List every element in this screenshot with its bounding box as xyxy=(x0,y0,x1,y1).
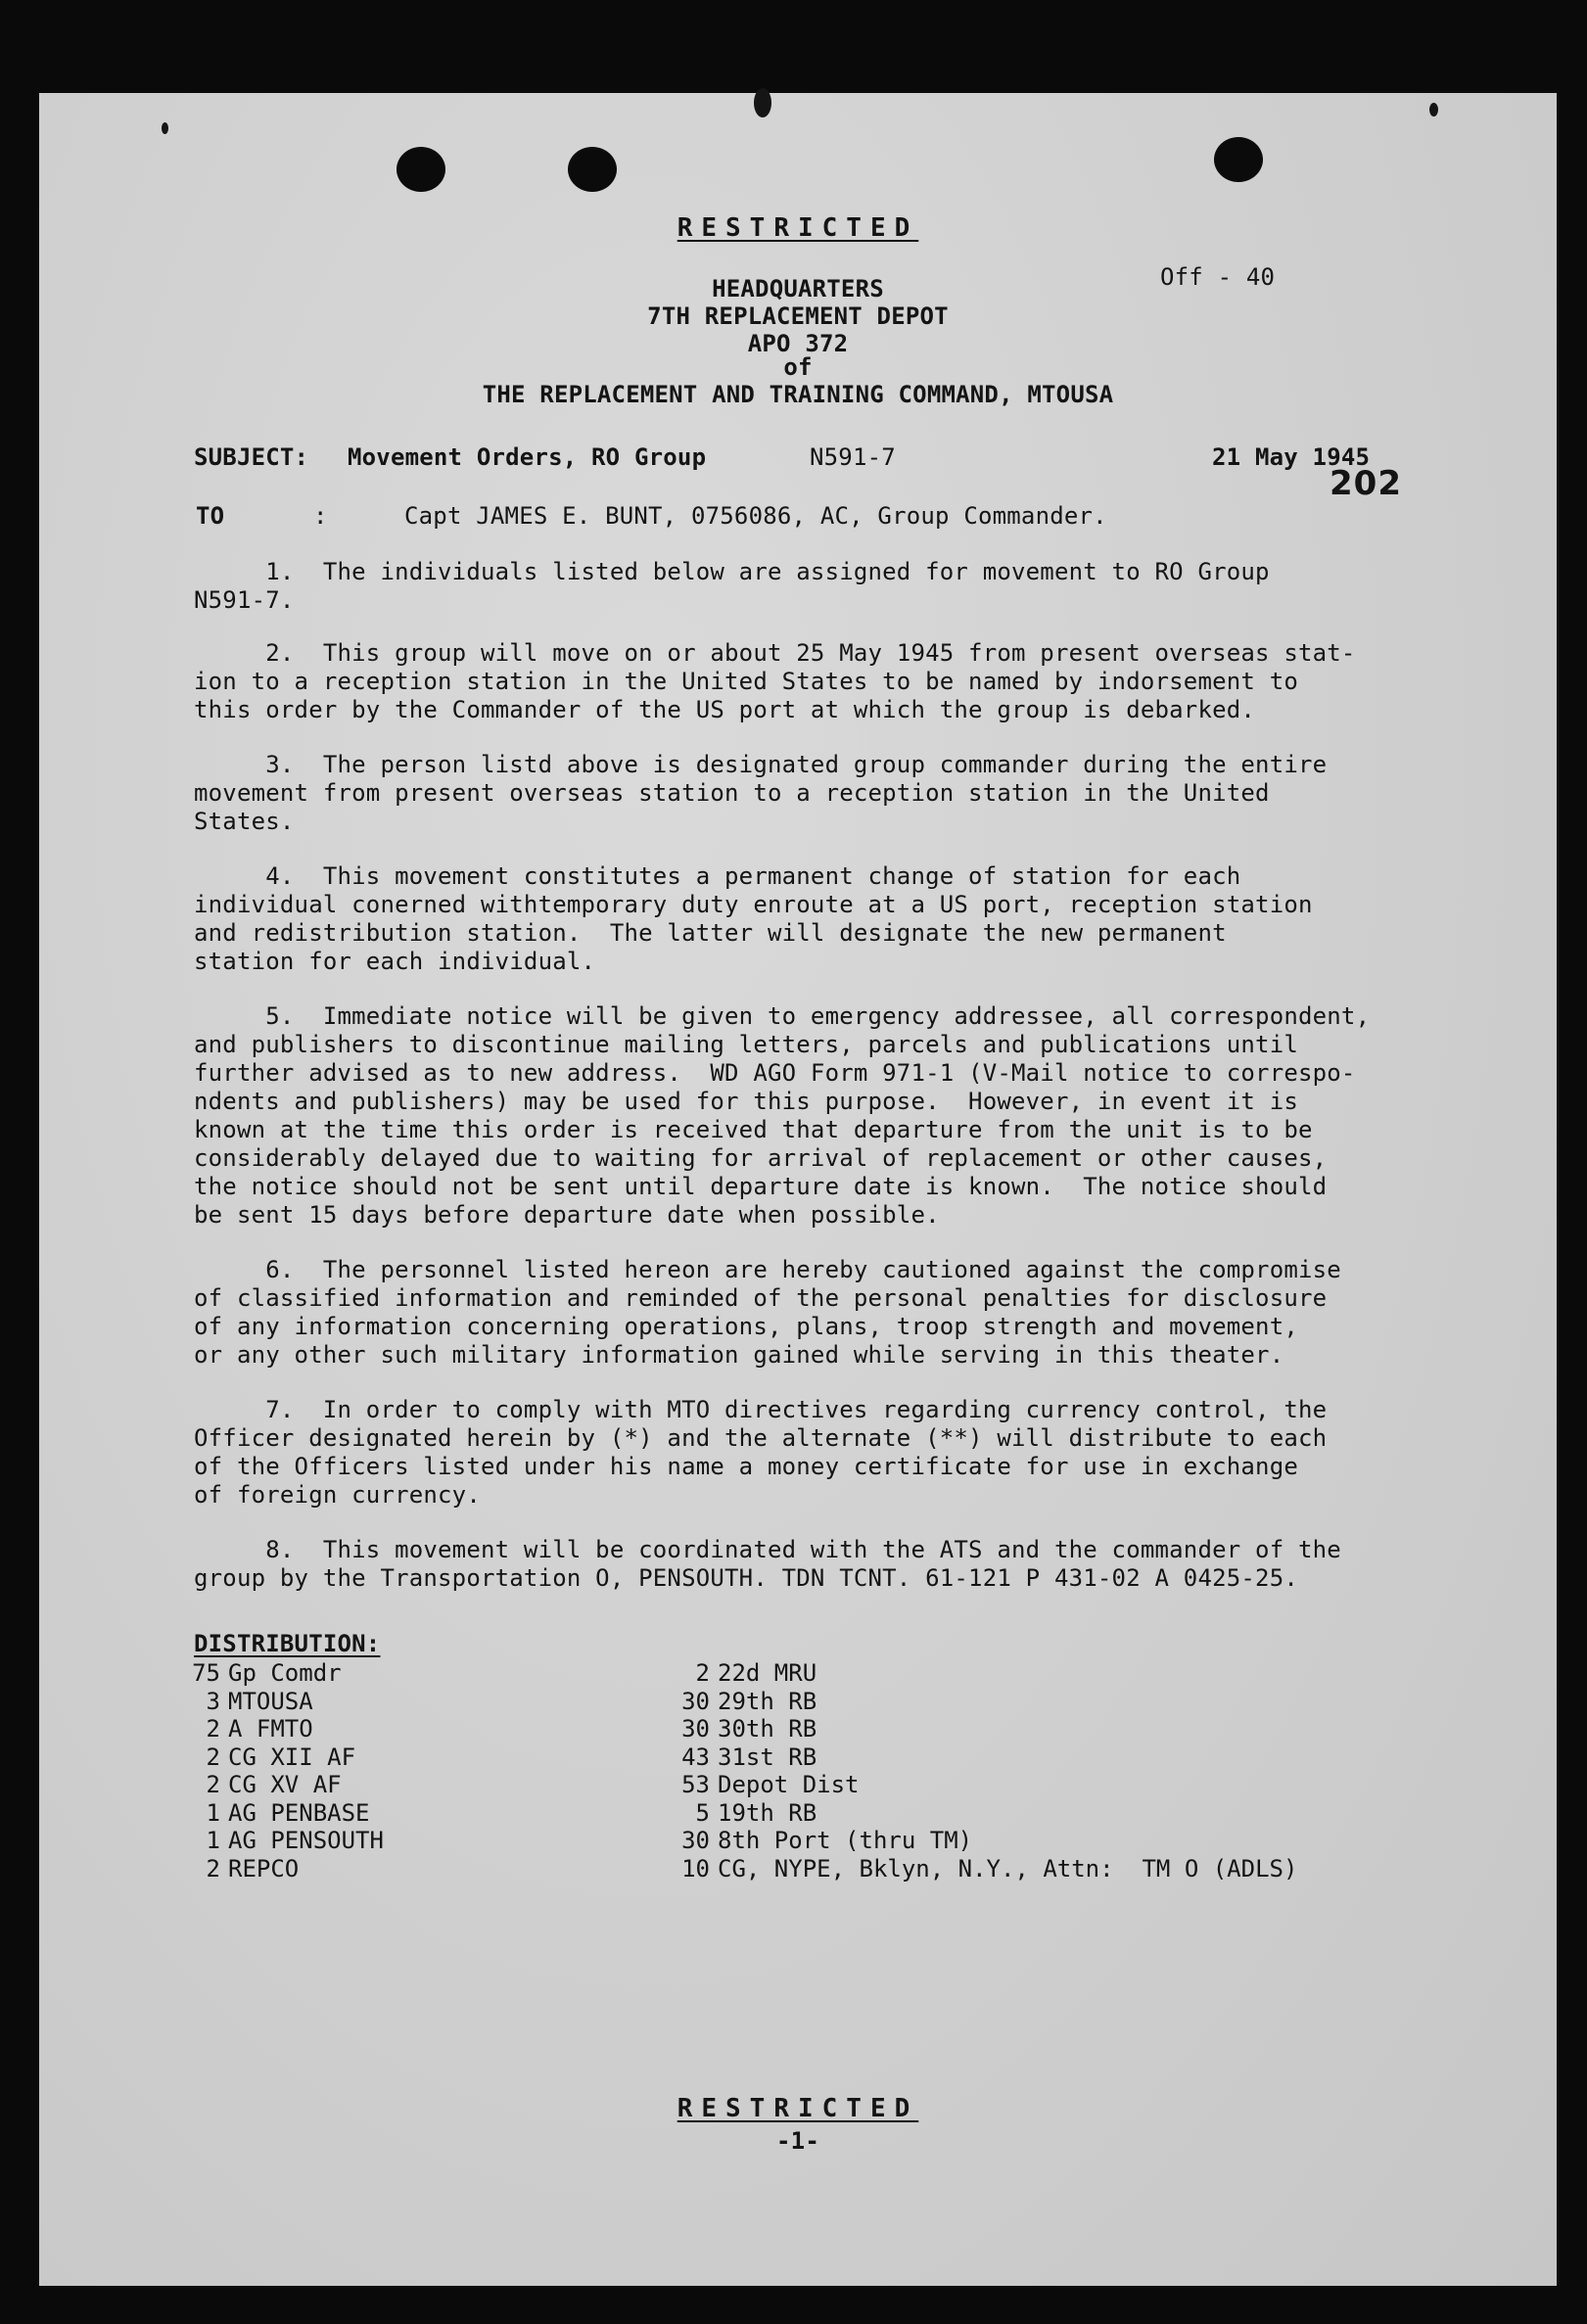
para-2-line-3: this order by the Commander of the US port at which the group is debarked. xyxy=(194,696,1256,723)
distribution-row xyxy=(666,1827,1297,1855)
para-4-line-3: and redistribution station. The latter will designate the new permanent xyxy=(194,919,1227,947)
dist-recipient: 8th Port (thru TM) xyxy=(718,1827,973,1854)
dist-recipient: 31st RB xyxy=(718,1743,817,1771)
para-7-line-2: Officer designated herein by (*) and the alternate (**) will distribute to each xyxy=(194,1424,1328,1452)
distribution-row xyxy=(176,1688,384,1716)
distribution-row xyxy=(666,1659,1297,1688)
para-7-line-1: 7. In order to comply with MTO directives regarding currency control, the xyxy=(194,1396,1328,1423)
distribution-row xyxy=(176,1743,384,1772)
to-label: TO xyxy=(196,502,225,530)
dist-recipient: 29th RB xyxy=(718,1687,817,1715)
dist-count: 30 xyxy=(681,1687,710,1715)
scan-speck xyxy=(162,122,168,134)
dist-recipient: REPCO xyxy=(228,1854,300,1882)
dist-count: 2 xyxy=(206,1771,220,1798)
subject-text: Movement Orders, RO Group xyxy=(348,443,707,471)
dist-count: 2 xyxy=(206,1743,220,1771)
para-8-line-1: 8. This movement will be coordinated with the ATS and the commander of the xyxy=(194,1536,1341,1563)
subject-label: SUBJECT: xyxy=(194,443,309,471)
para-5-line-3: further advised as to new address. WD AGO Form 971-1 (V-Mail notice to correspo- xyxy=(194,1059,1356,1087)
para-4-line-1: 4. This movement constitutes a permanent change of station for each xyxy=(194,862,1241,890)
distribution-row xyxy=(176,1659,384,1688)
para-6-line-4: or any other such military information gained while serving in this theater. xyxy=(194,1341,1284,1369)
dist-count: 1 xyxy=(206,1827,220,1854)
dist-recipient: 22d MRU xyxy=(718,1659,817,1687)
binder-hole-1 xyxy=(397,147,445,192)
dist-recipient: Depot Dist xyxy=(718,1771,860,1798)
dist-count: 2 xyxy=(206,1854,220,1882)
dist-count: 5 xyxy=(695,1798,710,1827)
para-2-line-1: 2. This group will move on or about 25 May 1945 from present overseas stat- xyxy=(194,639,1356,667)
to-recipient: Capt JAMES E. BUNT, 0756086, AC, Group Commander. xyxy=(404,502,1107,530)
dist-recipient: CG, NYPE, Bklyn, N.Y., Attn: TM O (ADLS) xyxy=(718,1854,1298,1882)
dist-count: 43 xyxy=(681,1743,710,1771)
dist-recipient: A FMTO xyxy=(228,1715,313,1743)
page-number: -1- xyxy=(776,2127,819,2155)
dist-recipient: Gp Comdr xyxy=(228,1659,342,1687)
distribution-row xyxy=(176,1771,384,1799)
para-5-line-5: known at the time this order is received that departure from the unit is to be xyxy=(194,1116,1313,1143)
distribution-row xyxy=(666,1855,1297,1883)
dist-recipient: AG PENSOUTH xyxy=(228,1827,384,1854)
para-1-line-2: N591-7. xyxy=(194,586,295,614)
document-page xyxy=(39,93,1557,2286)
org-line-2: 7TH REPLACEMENT DEPOT xyxy=(647,302,949,330)
para-5-line-2: and publishers to discontinue mailing letters, parcels and publications until xyxy=(194,1031,1298,1058)
para-3-line-1: 3. The person listd above is designated group commander during the entire xyxy=(194,751,1328,778)
file-code: Off - 40 xyxy=(1160,263,1276,291)
dist-recipient: CG XV AF xyxy=(228,1771,342,1798)
dist-recipient: MTOUSA xyxy=(228,1687,313,1715)
para-5-line-7: the notice should not be sent until departure date is known. The notice should xyxy=(194,1173,1328,1200)
para-4-line-2: individual conerned withtemporary duty enroute at a US port, reception station xyxy=(194,891,1313,918)
dist-count: 75 xyxy=(192,1659,220,1687)
para-5-line-4: ndents and publishers) may be used for this purpose. However, in event it is xyxy=(194,1088,1298,1115)
distribution-right-column xyxy=(666,1659,1297,1882)
para-7-line-3: of the Officers listed under his name a money certificate for use in exchange xyxy=(194,1453,1298,1480)
para-6-line-2: of classified information and reminded of the personal penalties for disclosure xyxy=(194,1284,1328,1312)
scan-speck xyxy=(754,88,771,117)
dist-recipient: 30th RB xyxy=(718,1715,817,1743)
order-date: 21 May 1945 xyxy=(1212,443,1371,471)
dist-count: 30 xyxy=(681,1715,710,1743)
para-5-line-8: be sent 15 days before departure date when possible. xyxy=(194,1201,940,1229)
dist-recipient: AG PENBASE xyxy=(228,1798,370,1827)
distribution-row xyxy=(666,1743,1297,1772)
para-2-line-2: ion to a reception station in the United States to be named by indorsement to xyxy=(194,668,1298,695)
distribution-row xyxy=(176,1827,384,1855)
para-4-line-4: station for each individual. xyxy=(194,948,596,975)
scan-speck xyxy=(1429,103,1438,116)
distribution-row xyxy=(176,1715,384,1743)
para-6-line-1: 6. The personnel listed hereon are hereby cautioned against the compromise xyxy=(194,1256,1341,1283)
org-line-1: HEADQUARTERS xyxy=(712,275,884,302)
para-8-line-2: group by the Transportation O, PENSOUTH. TDN TCNT. 61-121 P 431-02 A 0425-25. xyxy=(194,1564,1298,1592)
distribution-row xyxy=(176,1855,384,1883)
dist-count: 3 xyxy=(206,1687,220,1715)
para-5-line-1: 5. Immediate notice will be given to emergency addressee, all correspondent, xyxy=(194,1002,1371,1030)
stamp-number: 202 xyxy=(1330,464,1402,503)
classification-bottom: RESTRICTED xyxy=(677,2094,919,2123)
dist-count: 2 xyxy=(206,1715,220,1743)
para-3-line-2: movement from present overseas station to a reception station in the United xyxy=(194,779,1270,807)
dist-count: 2 xyxy=(695,1659,710,1687)
classification-top: RESTRICTED xyxy=(677,213,919,243)
to-colon: : xyxy=(313,502,328,530)
para-3-line-3: States. xyxy=(194,808,295,835)
org-line-4: of xyxy=(783,353,813,381)
para-7-line-4: of foreign currency. xyxy=(194,1481,481,1509)
distribution-heading: DISTRIBUTION: xyxy=(194,1630,381,1657)
org-line-5: THE REPLACEMENT AND TRAINING COMMAND, MTOUSA xyxy=(482,381,1114,408)
dist-count: 30 xyxy=(681,1827,710,1854)
distribution-left-column xyxy=(176,1659,384,1882)
dist-count: 53 xyxy=(681,1771,710,1798)
distribution-row xyxy=(176,1799,384,1828)
para-6-line-3: of any information concerning operations, plans, troop strength and movement, xyxy=(194,1313,1298,1340)
distribution-row xyxy=(666,1771,1297,1799)
distribution-row xyxy=(666,1799,1297,1828)
dist-count: 1 xyxy=(206,1798,220,1827)
para-5-line-6: considerably delayed due to waiting for arrival of replacement or other causes, xyxy=(194,1144,1328,1172)
binder-hole-2 xyxy=(568,147,617,192)
para-1-line-1: 1. The individuals listed below are assigned for movement to RO Group xyxy=(194,558,1270,585)
org-line-3: APO 372 xyxy=(747,330,849,357)
dist-count: 10 xyxy=(681,1854,710,1882)
order-number: N591-7 xyxy=(810,443,896,471)
distribution-row xyxy=(666,1688,1297,1716)
binder-hole-3 xyxy=(1214,137,1263,182)
distribution-row xyxy=(666,1715,1297,1743)
dist-recipient: 19th RB xyxy=(718,1798,817,1827)
dist-recipient: CG XII AF xyxy=(228,1743,356,1771)
